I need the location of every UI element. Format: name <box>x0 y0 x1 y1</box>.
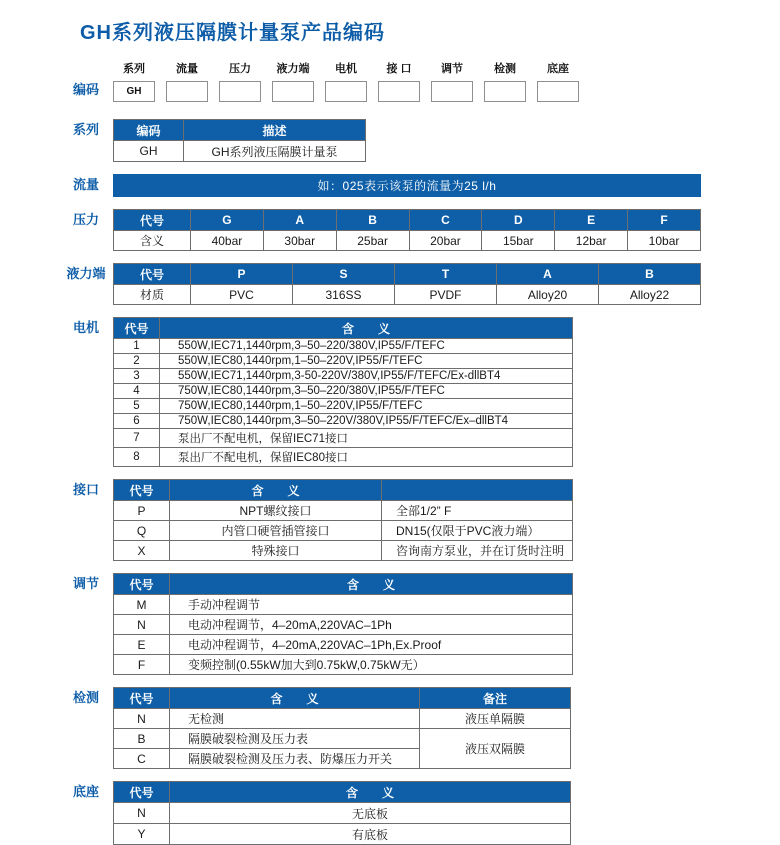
column-header: S <box>293 264 395 285</box>
code-field <box>272 60 314 102</box>
table-cell: 隔膜破裂检测及压力表、防爆压力开关 <box>170 749 420 769</box>
table-cell: N <box>114 803 170 824</box>
code-field-box <box>431 81 473 102</box>
code-field-label: 电机 <box>335 63 357 75</box>
code-field <box>484 60 526 102</box>
table-cell: 全部1/2” F <box>382 501 573 521</box>
pressure-table <box>113 209 701 251</box>
table-cell: 30bar <box>263 231 336 251</box>
section-flow <box>66 174 780 197</box>
table-cell: 隔膜破裂检测及压力表 <box>170 729 420 749</box>
section-hydraulic-end <box>66 263 780 305</box>
code-field-label: 接 口 <box>386 63 412 75</box>
header-row <box>114 480 573 501</box>
section-label-detect: 检测 <box>72 690 99 705</box>
table-cell: X <box>114 541 170 561</box>
table-cell: 液压双隔膜 <box>420 729 571 769</box>
table-cell: 7 <box>114 429 160 448</box>
table-row <box>114 709 571 729</box>
section-label-hydraulic-end: 液力端 <box>66 266 106 281</box>
table-cell: 2 <box>114 354 160 369</box>
section-motor <box>66 317 780 467</box>
code-field-label: 系列 <box>123 63 145 75</box>
column-header: 代号 <box>114 688 170 709</box>
table-row <box>114 285 701 305</box>
column-header: P <box>191 264 293 285</box>
table-cell: 无检测 <box>170 709 420 729</box>
header-row <box>114 782 571 803</box>
column-header: 代号 <box>114 782 170 803</box>
header-row <box>114 318 573 339</box>
code-field-box <box>166 81 208 102</box>
table-cell: 内管口硬管插管接口 <box>170 521 382 541</box>
column-header: 编码 <box>114 120 184 141</box>
column-header: 含 义 <box>170 782 571 803</box>
code-field <box>219 60 261 102</box>
code-field <box>325 60 367 102</box>
table-cell: 无底板 <box>170 803 571 824</box>
table-cell: 12bar <box>555 231 628 251</box>
column-header: 代号 <box>114 210 191 231</box>
section-adjust <box>66 573 780 675</box>
section-label-flow: 流量 <box>72 177 99 192</box>
header-row <box>114 264 701 285</box>
code-field-box: GH <box>113 81 155 102</box>
table-row <box>114 521 573 541</box>
table-cell: 特殊接口 <box>170 541 382 561</box>
page-title: GH系列液压隔膜计量泵产品编码 <box>80 22 385 44</box>
column-header: 代号 <box>114 264 191 285</box>
column-header: F <box>628 210 701 231</box>
column-header: 含 义 <box>170 480 382 501</box>
table-cell: M <box>114 595 170 615</box>
code-field-box <box>484 81 526 102</box>
column-header: T <box>395 264 497 285</box>
table-cell: 316SS <box>293 285 395 305</box>
table-cell: 变频控制(0.55kW加大到0.75kW,0.75kW无） <box>170 655 573 675</box>
section-label-pressure: 压力 <box>72 212 99 227</box>
table-row <box>114 231 701 251</box>
table-cell: Alloy22 <box>599 285 701 305</box>
section-pressure <box>66 209 780 251</box>
section-label-interface: 接口 <box>72 482 99 497</box>
coding-row <box>66 60 780 102</box>
table-row <box>114 595 573 615</box>
section-base <box>66 781 780 845</box>
table-cell: E <box>114 635 170 655</box>
column-header: 描述 <box>184 120 366 141</box>
code-field-label: 流量 <box>176 63 198 75</box>
code-field-label: 压力 <box>229 63 251 75</box>
table-row <box>114 354 573 369</box>
table-cell: 5 <box>114 399 160 414</box>
column-header: 代号 <box>114 318 160 339</box>
header-row <box>114 688 571 709</box>
header-row <box>114 574 573 595</box>
table-row <box>114 429 573 448</box>
table-cell: 含义 <box>114 231 191 251</box>
table-cell: F <box>114 655 170 675</box>
table-cell: 750W,IEC80,1440rpm,1–50–220V,IP55/F/TEFC <box>160 399 573 414</box>
table-cell: 10bar <box>628 231 701 251</box>
code-field-label: 液力端 <box>276 63 310 75</box>
table-cell: PVDF <box>395 285 497 305</box>
code-field <box>431 60 473 102</box>
table-row <box>114 635 573 655</box>
table-row <box>114 729 571 749</box>
table-row <box>114 384 573 399</box>
table-row <box>114 803 571 824</box>
table-cell: 8 <box>114 448 160 467</box>
column-header: 含 义 <box>160 318 573 339</box>
table-cell: 有底板 <box>170 824 571 845</box>
table-cell: 20bar <box>409 231 482 251</box>
table-cell: GH <box>114 141 184 162</box>
code-field <box>378 60 420 102</box>
table-cell: DN15(仅限于PVC液力端） <box>382 521 573 541</box>
table-cell: Alloy20 <box>497 285 599 305</box>
table-row <box>114 448 573 467</box>
table-cell: 泵出厂不配电机，保留IEC80接口 <box>160 448 573 467</box>
table-cell: 手动冲程调节 <box>170 595 573 615</box>
section-label-series: 系列 <box>72 122 99 137</box>
table-cell: 25bar <box>336 231 409 251</box>
coding-fields <box>113 60 579 102</box>
code-field <box>537 60 579 102</box>
column-header: E <box>555 210 628 231</box>
column-header: D <box>482 210 555 231</box>
table-cell: B <box>114 729 170 749</box>
table-cell: N <box>114 709 170 729</box>
section-interface <box>66 479 780 561</box>
table-row <box>114 399 573 414</box>
coding-row-label: 编码 <box>72 82 99 97</box>
column-header: 含 义 <box>170 574 573 595</box>
table-cell: 550W,IEC71,1440rpm,3–50–220/380V,IP55/F/TEFC <box>160 339 573 354</box>
column-header: G <box>191 210 264 231</box>
column-header: 代号 <box>114 574 170 595</box>
column-header: 代号 <box>114 480 170 501</box>
code-field-label: 检测 <box>494 63 516 75</box>
detect-table <box>113 687 571 769</box>
base-table <box>113 781 571 845</box>
header-row <box>114 120 366 141</box>
table-row <box>114 501 573 521</box>
code-field <box>113 60 155 102</box>
table-row <box>114 369 573 384</box>
table-row <box>114 655 573 675</box>
table-cell: N <box>114 615 170 635</box>
table-cell: 4 <box>114 384 160 399</box>
code-field-box <box>537 81 579 102</box>
table-cell: GH系列液压隔膜计量泵 <box>184 141 366 162</box>
table-cell: 550W,IEC80,1440rpm,1–50–220V,IP55/F/TEFC <box>160 354 573 369</box>
column-header: 备注 <box>420 688 571 709</box>
section-series <box>66 119 780 162</box>
code-field-label: 调节 <box>441 63 463 75</box>
column-header <box>382 480 573 501</box>
series-table <box>113 119 366 162</box>
column-header: B <box>336 210 409 231</box>
column-header: B <box>599 264 701 285</box>
flow-banner: 如：025表示该泵的流量为25 l/h <box>113 174 701 197</box>
table-cell: 液压单隔膜 <box>420 709 571 729</box>
table-cell: 550W,IEC71,1440rpm,3-50-220V/380V,IP55/F/TEFC/Ex-dllBT4 <box>160 369 573 384</box>
table-cell: Y <box>114 824 170 845</box>
section-label-motor: 电机 <box>72 320 99 335</box>
interface-table <box>113 479 573 561</box>
table-cell: P <box>114 501 170 521</box>
table-cell: 咨询南方泵业，并在订货时注明 <box>382 541 573 561</box>
table-cell: 750W,IEC80,1440rpm,3–50–220/380V,IP55/F/TEFC <box>160 384 573 399</box>
table-cell: 40bar <box>191 231 264 251</box>
table-cell: C <box>114 749 170 769</box>
code-field-label: 底座 <box>547 63 569 75</box>
section-detect <box>66 687 780 769</box>
table-cell: 电动冲程调节，4–20mA,220VAC–1Ph,Ex.Proof <box>170 635 573 655</box>
table-cell: NPT螺纹接口 <box>170 501 382 521</box>
table-cell: 材质 <box>114 285 191 305</box>
table-row <box>114 824 571 845</box>
code-field-box <box>219 81 261 102</box>
table-row <box>114 141 366 162</box>
hydraulic-end-table <box>113 263 701 305</box>
table-row <box>114 414 573 429</box>
column-header: 含 义 <box>170 688 420 709</box>
table-cell: Q <box>114 521 170 541</box>
table-cell: 6 <box>114 414 160 429</box>
table-cell: 电动冲程调节，4–20mA,220VAC–1Ph <box>170 615 573 635</box>
table-row <box>114 541 573 561</box>
code-field-box <box>272 81 314 102</box>
section-label-base: 底座 <box>72 784 99 799</box>
adjust-table <box>113 573 573 675</box>
code-field <box>166 60 208 102</box>
table-row <box>114 339 573 354</box>
column-header: A <box>497 264 599 285</box>
header-row <box>114 210 701 231</box>
table-cell: PVC <box>191 285 293 305</box>
table-cell: 15bar <box>482 231 555 251</box>
section-label-adjust: 调节 <box>72 576 99 591</box>
code-field-box <box>325 81 367 102</box>
column-header: C <box>409 210 482 231</box>
code-field-box <box>378 81 420 102</box>
table-cell: 泵出厂不配电机，保留IEC71接口 <box>160 429 573 448</box>
column-header: A <box>263 210 336 231</box>
table-cell: 3 <box>114 369 160 384</box>
motor-table <box>113 317 573 467</box>
table-cell: 1 <box>114 339 160 354</box>
table-row <box>114 615 573 635</box>
table-cell: 750W,IEC80,1440rpm,3–50–220V/380V,IP55/F/TEFC/Ex–dllBT4 <box>160 414 573 429</box>
